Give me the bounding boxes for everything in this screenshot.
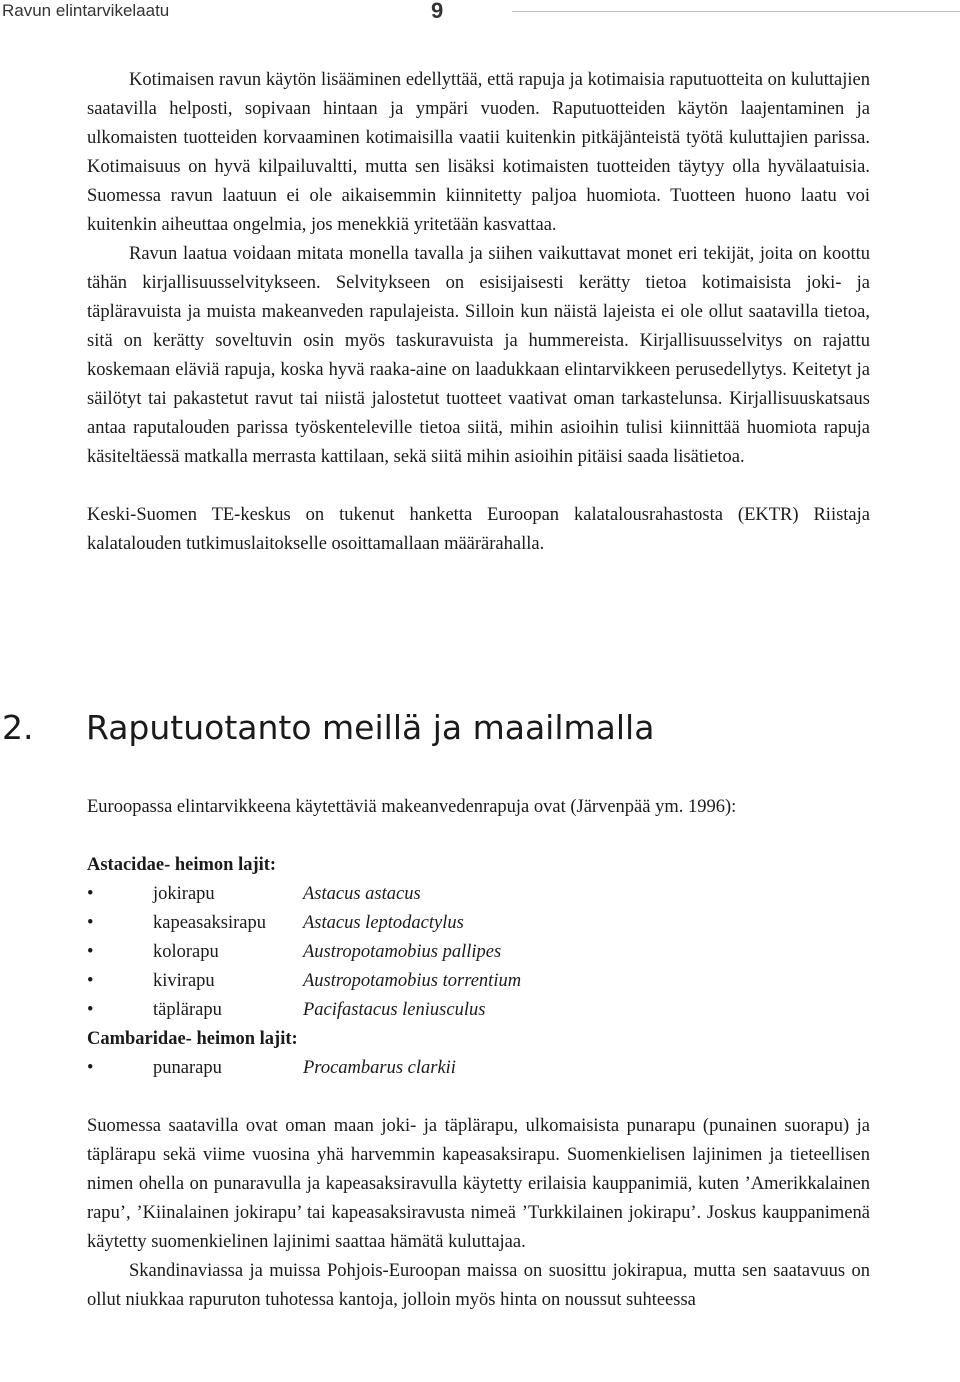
bullet: •	[87, 913, 94, 933]
common-name: kivirapu	[153, 971, 215, 991]
common-name: kolorapu	[153, 942, 219, 962]
species-intro: Euroopassa elintarvikkeena käytettäviä makeanvedenrapuja ovat (Järvenpää ym. 1996):	[87, 797, 737, 817]
latin-name: Pacifastacus leniusculus	[303, 1000, 486, 1020]
species-row	[87, 1054, 870, 1083]
intro-text-block	[87, 66, 870, 559]
latin-name: Astacus astacus	[303, 884, 421, 904]
bullet: •	[87, 1058, 94, 1078]
paragraph-quality: Ravun laatua voidaan mitata monella tavalla ja siihen vaikuttavat monet eri tekijät, joita on koottu tähän kirjallisuusselvitykseen. Selvitykseen on esisijaisesti kerätty tietoa kotimaisista joki- ja täpläravuista ja muista makeanveden rapulajeista. Silloin kun näistä lajeista ei ole ollut saatavilla tietoa, sitä on kerätty soveltuvin osin myös taskuravuista ja hummereista. Kirjallisuusselvitys on rajattu koskemaan eläviä rapuja, koska hyvä raaka-aine on laadukkaan elintarvikkeen perusedellytys. Keitetyt ja säilötyt tai pakastetut ravut tai niistä jalostetut tuotteet vaativat oman tarkastelunsa. Kirjallisuuskatsaus antaa raputalouden parissa työskenteleville tietoa siitä, mihin asioihin tulisi kiinnittää huomiota rapuja käsiteltäessä matkalla merrasta kattilaan, sekä siitä mihin asioihin pitäisi saada lisätietoa.	[87, 244, 870, 467]
common-name: jokirapu	[153, 884, 215, 904]
bullet: •	[87, 884, 94, 904]
species-row	[87, 967, 870, 996]
group-heading-cambaridae: Cambaridae- heimon lajit:	[87, 1029, 298, 1049]
bullet: •	[87, 942, 94, 962]
section-number: 2.	[2, 708, 34, 747]
page-number: 9	[431, 0, 444, 23]
running-title: Ravun elintarvikelaatu	[2, 1, 170, 20]
group-heading-astacidae: Astacidae- heimon lajit:	[87, 855, 277, 875]
common-name: täplärapu	[153, 1000, 222, 1020]
common-name: punarapu	[153, 1058, 222, 1078]
section-heading	[2, 708, 654, 747]
paragraph-funding: Keski-Suomen TE-keskus on tukenut hanketta Euroopan kalatalousrahastosta (EKTR) Riistaja kalatalouden tutkimuslaitokselle osoittamallaan määrärahalla.	[87, 505, 870, 554]
latin-name: Austropotamobius torrentium	[303, 971, 522, 991]
header-rule	[512, 11, 960, 12]
paragraph-local-use: Kotimaisen ravun käytön lisääminen edellyttää, että rapuja ja kotimaisia raputuotteita on kuluttajien saatavilla helposti, sopivaan hintaan ja ympäri vuoden. Raputuotteiden käytön laajentaminen ja ulkomaisten tuotteiden korvaaminen kotimaisilla vaatii kuitenkin pitkäjänteistä työtä kuluttajien parissa. Kotimaisuus on hyvä kilpailuvaltti, mutta sen lisäksi kotimaisten tuotteiden täytyy olla hyvälaatuisia. Suomessa ravun laatuun ei ole aikaisemmin kiinnitetty paljoa huomiota. Tuotteen huono laatu voi kuitenkin aiheuttaa ongelmia, jos menekkiä yritetään kasvattaa.	[87, 70, 870, 235]
latin-name: Austropotamobius pallipes	[303, 942, 502, 962]
latin-name: Procambarus clarkii	[303, 1058, 456, 1078]
paragraph-availability: Suomessa saatavilla ovat oman maan joki- ja täplärapu, ulkomaisista punarapu (punainen suorapu) ja täplärapu sekä viime vuosina yhä harvemmin kapeasaksirapu. Suomenkielisen lajinimen ja tieteellisen nimen ohella on punaravulla ja kapeasaksiravulla käytetty erilaisia kauppanimiä, kuten ’Amerikkalainen rapu’, ’Kiinalainen jokirapu’ tai kapeasaksiravusta nimeä ’Turkkilainen jokirapu’. Joskus kauppanimenä käytetty suomenkielinen lajinimi saattaa hämätä kuluttajaa.	[87, 1116, 870, 1252]
paragraph-scandinavia: Skandinaviassa ja muissa Pohjois-Euroopan maissa on suosittu jokirapua, mutta sen saatavuus on ollut niukkaa rapuruton tuhotessa kantoja, jolloin myös hinta on noussut suhteessa	[87, 1261, 870, 1310]
section-title: Raputuotanto meillä ja maailmalla	[86, 708, 655, 747]
latin-name: Astacus leptodactylus	[303, 913, 464, 933]
species-row	[87, 996, 870, 1025]
bullet: •	[87, 1000, 94, 1020]
page-header	[0, 0, 960, 30]
common-name: kapeasaksirapu	[153, 913, 267, 933]
bullet: •	[87, 971, 94, 991]
species-row	[87, 880, 870, 909]
species-section	[87, 793, 870, 1315]
species-row	[87, 909, 870, 938]
species-row	[87, 938, 870, 967]
